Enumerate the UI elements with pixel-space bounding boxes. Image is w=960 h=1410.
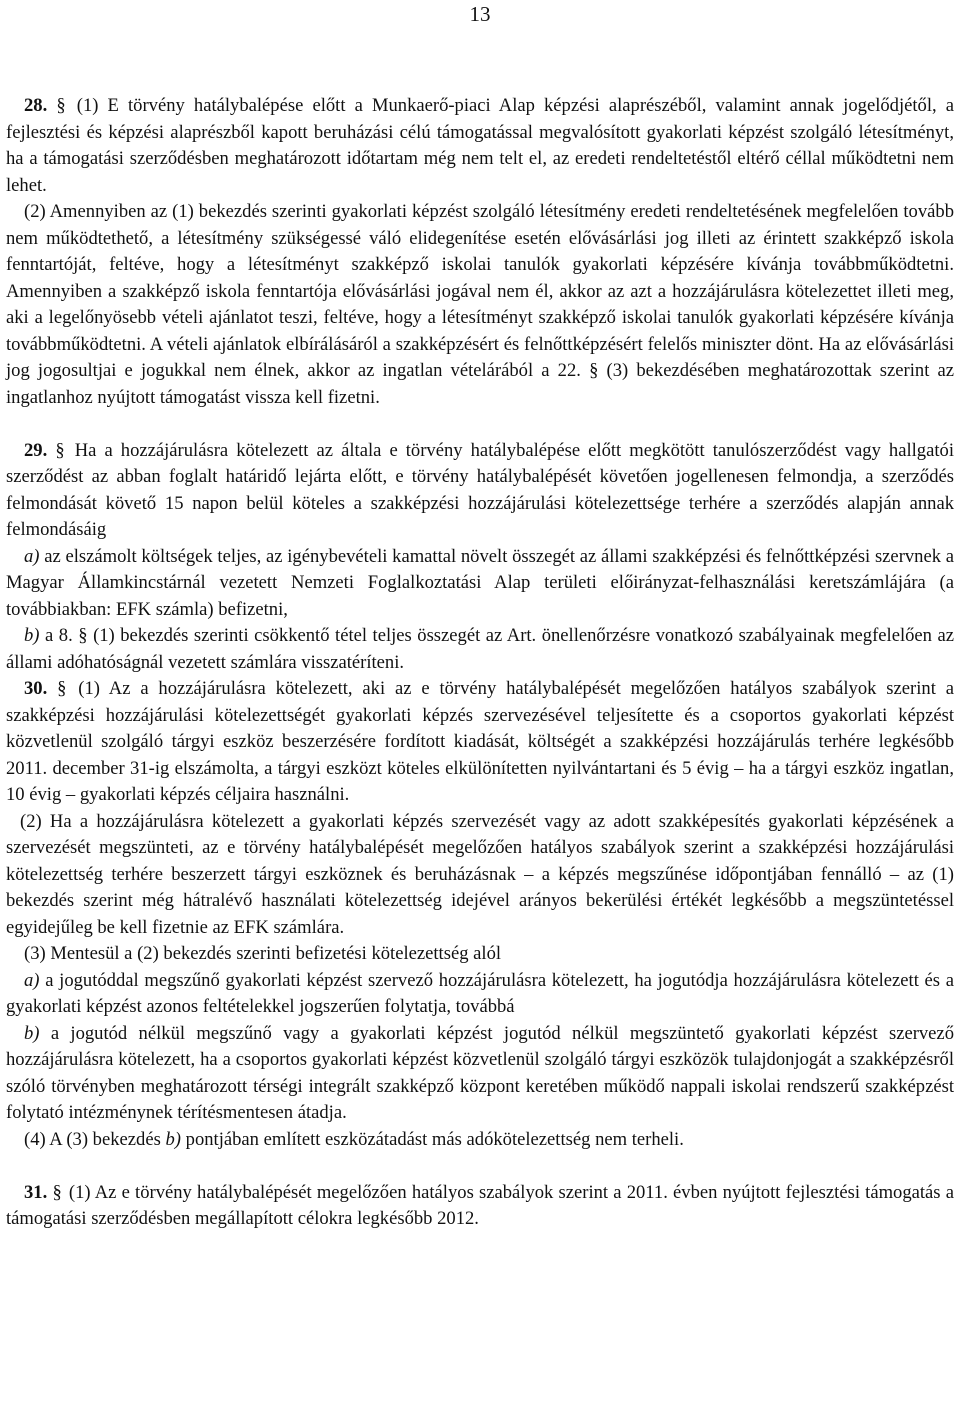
section-28-number: 28. — [24, 95, 48, 116]
section-29-paragraph-1 — [6, 438, 954, 544]
section-30-text-3: (3) Mentesül a (2) bekezdés szerinti befizetési kötelezettség alól — [24, 943, 502, 964]
section-29-point-b-pre: a 8. — [45, 625, 73, 646]
section-29-point-a — [6, 544, 954, 624]
section-29-point-b-label: b) — [24, 625, 40, 646]
section-30-point-a-label: a) — [24, 969, 40, 991]
section-30-paragraph-4 — [6, 1127, 954, 1154]
section-30-point-a-text: a jogutóddal megszűnő gyakorlati képzést szervező hozzájárulásra kötelezett, ha jogutódja hozzájárulásra kötelezett és a gyakorlati képzést azonos feltételekkel jogszerűen folytatja, továbbá — [6, 969, 954, 1017]
section-31-text-1: (1) Az e törvény hatálybalépését megelőzően hatályos szabályok szerint a 2011. évben nyújtott fejlesztési támogatás a támogatási szerződésben megállapított célokra legkésőbb 2012. — [6, 1181, 954, 1229]
section-29-point-b-symbol: § — [78, 625, 88, 646]
section-30-symbol: § — [57, 678, 67, 699]
section-31-number: 31. — [24, 1181, 48, 1203]
section-28-text-2: (2) Amennyiben az (1) bekezdés szerinti gyakorlati képzést szolgáló létesítmény eredeti rendeltetésének megfelelően tovább nem működtethető, a létesítmény szükségessé váló elidegenítése esetén elővásárlási jog illeti az érintett szakképző iskola fenntartóját, feltéve, hogy a létesítményt szakképző iskolai tanulók gyakorlati képzésére kívánja továbbműködtetni. Amennyiben a szakképző iskola fenntartója elővásárlási jogával nem él, akkor az azt a hozzájárulásra kötelezettet illeti meg, aki a legelőnyösebb vételi ajánlatot teszi, feltéve, hogy a létesítményt szakképző iskolai tanulók gyakorlati képzésére kívánja továbbműködtetni. A vételi ajánlatok elbírálásáról a szakképzésért és felnőttképzésért felelős miniszter dönt. Ha az elővásárlási jog jogosultjai e jogukkal nem élnek, akkor az ingatlan vételárából a 22. — [6, 201, 954, 381]
section-29-symbol: § — [55, 439, 65, 461]
section-29-point-b-text: (1) bekezdés szerinti csökkentő tétel teljes összegét az Art. önellenőrzésre vonatkozó szabályainak megfelelően az állami adóhatóságnál vezetett számlára visszatéríteni. — [6, 625, 954, 673]
section-31-symbol: § — [52, 1181, 62, 1203]
section-gap — [6, 1153, 954, 1180]
section-29-point-b — [6, 623, 954, 676]
section-29-number: 29. — [24, 439, 48, 461]
section-30-number: 30. — [24, 678, 48, 699]
section-gap — [6, 411, 954, 438]
section-30-text-1: (1) Az a hozzájárulásra kötelezett, aki az e törvény hatálybalépését megelőzően hatályos szabályok szerint a szakképzési hozzájárulási kötelezettségét gyakorlati képzés szervezésével teljesítette és a csoportos gyakorlati képzést közvetlenül szolgáló tárgyi eszköz beszerzésére fordított kiadását, költségét a szakképzési hozzájárulás terhére legkésőbb 2011. december 31-ig elszámolta, a tárgyi eszközt köteles elkülönítetten nyilvántartani és 5 évig – ha a tárgyi eszköz ingatlan, 10 évig – gyakorlati képzés céljaira használni. — [6, 678, 954, 805]
section-30-text-4-pre: (4) A (3) bekezdés — [24, 1128, 161, 1150]
section-30-point-b-label: b) — [24, 1022, 40, 1044]
section-28-text-1: (1) E törvény hatálybalépése előtt a Munkaerő-piaci Alap képzési alaprészéből, valamint annak jogelődjétől, a fejlesztési és képzési alaprészből kapott beruházási célú támogatással megvalósított gyakorlati képzést szolgáló létesítményt, ha a támogatási szerződésben meghatározott időtartam még nem telt el, az eredeti rendeltetéstől eltérő céllal működtetni nem lehet. — [6, 95, 955, 196]
section-30-paragraph-3 — [6, 941, 954, 968]
section-30-paragraph-2 — [6, 809, 954, 942]
section-28-symbol: § — [56, 95, 66, 116]
section-30-text-4-post: pontjában említett eszközátadást más adókötelezettség nem terheli. — [185, 1128, 684, 1150]
section-28-paragraph-2 — [6, 199, 954, 411]
section-29-text-1: Ha a hozzájárulásra kötelezett az általa e törvény hatálybalépése előtt megkötött tanulószerződést vagy hallgatói szerződést az abban foglalt határidő lejárta előtt, e törvény hatálybalépését követően jogellenesen felmondja, a szerződés felmondását követő 15 napon belül köteles a szakképzési hozzájárulási kötelezettsége terhére a szerződés alapján annak felmondásáig — [6, 439, 954, 540]
section-30-text-2: (2) Ha a hozzájárulásra kötelezett a gyakorlati képzés szervezését vagy az adott szakképesítés gyakorlati képzésének a szervezését megszünteti, az e törvény hatálybalépését megelőzően hatályos szabályok szerint a szakképzési hozzájárulási kötelezettség terhére beszerzett tárgyi eszköznek és beruházásnak – a képzés megszűnése időpontjában fennálló – az (1) bekezdés szerint még hátralévő használati kötelezettség idejével arányos bekerülési értékét legkésőbb a megszüntetéssel egyidejűleg be kell fizetnie az EFK számlára. — [6, 810, 954, 938]
section-29-point-a-label: a) — [24, 545, 40, 567]
section-30-point-b-text: a jogutód nélkül megszűnő vagy a gyakorlati képzést jogutód nélkül megszüntető gyakorlati képzést szervező hozzájárulásra kötelezett, ha a csoportos gyakorlati képzést közvetlenül szolgáló tárgyi eszközök tulajdonjogát a szakképzésről szóló törvényben meghatározott térségi integrált szakképző központ keretében működő nappali iskolai rendszerű szakképzést folytató intézménynek térítésmentesen átadja. — [6, 1022, 954, 1123]
section-28-paragraph-1 — [6, 93, 954, 199]
section-30-point-b — [6, 1021, 954, 1127]
section-31-paragraph-1 — [6, 1180, 954, 1233]
section-28-symbol-2: § — [589, 360, 599, 381]
section-30-text-4-label: b) — [165, 1128, 181, 1150]
section-30-point-a — [6, 968, 954, 1021]
document-body — [6, 93, 954, 1233]
section-30-paragraph-1 — [6, 676, 954, 809]
section-29-point-a-text: az elszámolt költségek teljes, az igénybevételi kamattal növelt összegét az állami szakképzési és felnőttképzési szervnek a Magyar Államkincstárnál vezetett Nemzeti Foglalkoztatási Alap területi előirányzat-felhasználási keretszámlájára (a továbbiakban: EFK számla) befizetni, — [6, 545, 954, 620]
page-number: 13 — [469, 2, 491, 26]
section-28-text-2-end: (3) bekezdésében meghatározottak szerint az ingatlanhoz nyújtott támogatást vissza kell fizetni. — [6, 360, 955, 408]
